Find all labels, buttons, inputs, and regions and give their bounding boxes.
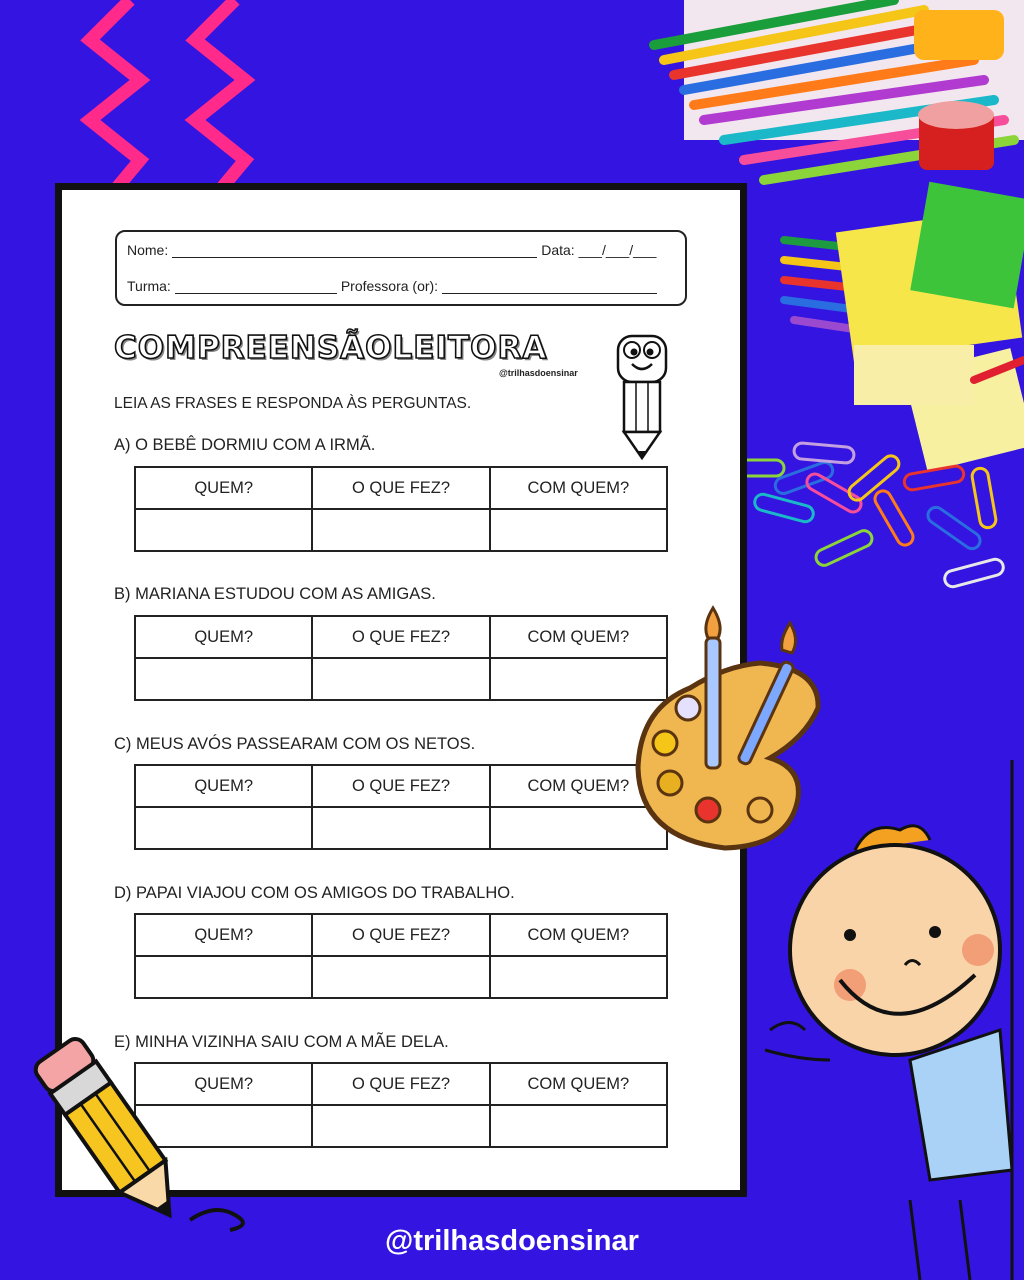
answer-cell[interactable]	[312, 509, 489, 551]
teacher-label: Professora (or):	[340, 278, 439, 294]
answer-cell[interactable]	[135, 658, 312, 700]
column-header-with-whom: COM QUEM?	[490, 467, 667, 509]
smiling-boy-illustration	[760, 760, 1024, 1280]
answer-cell[interactable]	[490, 1105, 667, 1147]
column-header-who: QUEM?	[135, 765, 312, 807]
question-c: C) MEUS AVÓS PASSEARAM COM OS NETOS.	[114, 735, 476, 753]
column-header-who: QUEM?	[135, 467, 312, 509]
column-header-who: QUEM?	[135, 914, 312, 956]
column-header-what: O QUE FEZ?	[312, 1063, 489, 1105]
question-b: B) MARIANA ESTUDOU COM AS AMIGAS.	[114, 585, 436, 603]
answer-cell[interactable]	[135, 509, 312, 551]
pencil-mascot-icon	[612, 330, 674, 460]
class-label: Turma:	[127, 278, 171, 294]
date-label: Data: ___/___/___	[541, 242, 657, 258]
question-a: A) O BEBÊ DORMIU COM A IRMÃ.	[114, 436, 376, 454]
title-handle: @trilhasdoensinar	[499, 368, 578, 378]
instruction-text: LEIA AS FRASES E RESPONDA ÀS PERGUNTAS.	[114, 395, 472, 412]
column-header-what: O QUE FEZ?	[312, 765, 489, 807]
answer-cell[interactable]	[312, 1105, 489, 1147]
answer-cell[interactable]	[135, 956, 312, 998]
zigzag-decoration	[70, 0, 260, 190]
name-field[interactable]	[172, 243, 537, 258]
answer-table-b	[134, 615, 668, 701]
worksheet-title: COMPREENSÃOLEITORA	[114, 330, 548, 366]
column-header-who: QUEM?	[135, 616, 312, 658]
column-header-with-whom: COM QUEM?	[490, 765, 667, 807]
column-header-what: O QUE FEZ?	[312, 616, 489, 658]
name-label: Nome:	[127, 242, 169, 258]
column-header-what: O QUE FEZ?	[312, 467, 489, 509]
answer-cell[interactable]	[312, 807, 489, 849]
column-header-what: O QUE FEZ?	[312, 914, 489, 956]
answer-cell[interactable]	[312, 658, 489, 700]
answer-cell[interactable]	[135, 807, 312, 849]
answer-table-c	[134, 764, 668, 850]
teacher-field[interactable]	[442, 279, 657, 294]
column-header-with-whom: COM QUEM?	[490, 616, 667, 658]
class-field[interactable]	[175, 279, 337, 294]
answer-cell[interactable]	[490, 956, 667, 998]
student-info-box	[115, 230, 687, 306]
footer-handle: @trilhasdoensinar	[385, 1225, 639, 1257]
answer-cell[interactable]	[312, 956, 489, 998]
question-d: D) PAPAI VIAJOU COM OS AMIGOS DO TRABALHO.	[114, 884, 515, 902]
column-header-with-whom: COM QUEM?	[490, 914, 667, 956]
column-header-with-whom: COM QUEM?	[490, 1063, 667, 1105]
answer-table-d	[134, 913, 668, 999]
answer-table-a	[134, 466, 668, 552]
pencil-icon	[25, 1025, 265, 1235]
column-header-who: QUEM?	[135, 1063, 312, 1105]
answer-cell[interactable]	[490, 509, 667, 551]
question-e: E) MINHA VIZINHA SAIU COM A MÃE DELA.	[114, 1033, 449, 1051]
